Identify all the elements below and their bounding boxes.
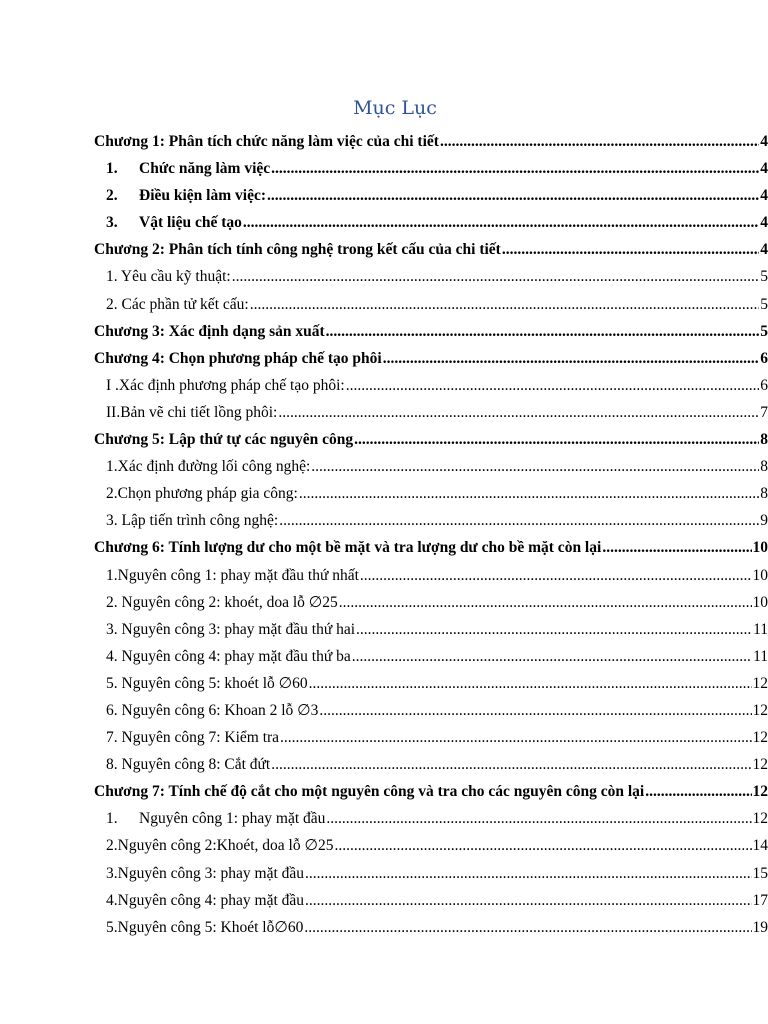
toc-entry-number: 3.	[106, 214, 118, 232]
toc-entry-label: 2.Chọn phương pháp gia công:	[106, 485, 298, 503]
toc-entry-page: 6	[760, 349, 768, 367]
toc-entry-label: Chương 3: Xác định dạng sản xuất	[94, 322, 325, 340]
toc-entry-page: 19	[752, 918, 768, 936]
toc-entry-label: II.Bản vẽ chi tiết lồng phôi:	[106, 403, 278, 421]
dot-leader	[326, 805, 751, 832]
toc-entry-page: 5	[760, 268, 768, 286]
toc-entry-page: 5	[760, 295, 768, 313]
dot-leader	[299, 480, 759, 507]
toc-entry[interactable]	[94, 399, 768, 426]
toc-entry[interactable]	[94, 209, 768, 236]
toc-entry-label: 3.Nguyên công 3: phay mặt đầu	[106, 864, 305, 882]
dot-leader	[354, 426, 759, 453]
toc-entry-page: 9	[760, 512, 768, 530]
toc-entry-page: 6	[760, 376, 768, 394]
toc-entry-page: 10	[752, 593, 768, 611]
toc-entry[interactable]	[94, 453, 768, 480]
toc-entry-page: 4	[760, 187, 768, 205]
dot-leader	[271, 155, 759, 182]
toc-entry[interactable]	[94, 507, 768, 534]
toc-entry-page: 5	[760, 322, 768, 340]
dot-leader	[383, 345, 760, 372]
toc-entry-number: 2.	[106, 187, 118, 205]
toc-entry[interactable]	[94, 589, 768, 616]
toc-entry[interactable]	[94, 128, 768, 155]
dot-leader	[305, 860, 751, 887]
dot-leader	[334, 832, 751, 859]
toc-entry-label: 6. Nguyên công 6: Khoan 2 lỗ ∅3	[106, 701, 319, 719]
toc-entry[interactable]	[94, 263, 768, 290]
toc-entry[interactable]	[94, 832, 768, 859]
toc-entry[interactable]	[94, 155, 768, 182]
toc-entry-label: Chương 7: Tính chế độ cắt cho một nguyên công và tra cho các nguyên công còn lại	[94, 783, 645, 801]
dot-leader	[305, 887, 751, 914]
toc-entry-label: Chương 1: Phân tích chức năng làm việc của chi tiết	[94, 133, 439, 150]
toc-entry-label: 2.Nguyên công 2:Khoét, doa lỗ ∅25	[106, 837, 334, 855]
toc-entry[interactable]	[94, 914, 768, 941]
toc-entry-page: 11	[753, 620, 768, 638]
toc-entry-page: 11	[753, 647, 768, 665]
toc-entry-page: 8	[760, 485, 768, 503]
toc-entry[interactable]	[94, 887, 768, 914]
toc-entry-page: 8	[760, 458, 768, 476]
dot-leader	[602, 534, 751, 561]
toc-entry-label: Vật liệu chế tạo	[139, 214, 242, 232]
toc-entry[interactable]	[94, 318, 768, 345]
dot-leader	[360, 562, 752, 589]
toc-entry[interactable]	[94, 345, 768, 372]
toc-entry-label: 5. Nguyên công 5: khoét lỗ ∅60	[106, 674, 308, 692]
toc-entry[interactable]	[94, 426, 768, 453]
toc-entry-page: 12	[752, 674, 768, 692]
toc-entry-page: 12	[752, 701, 768, 719]
toc-entry-page: 4	[760, 133, 768, 150]
toc-entry[interactable]	[94, 860, 768, 887]
toc-entry[interactable]	[94, 182, 768, 209]
toc-entry[interactable]	[94, 562, 768, 589]
toc-entry-label: Chương 2: Phân tích tính công nghệ trong kết cấu của chi tiết	[94, 241, 501, 259]
toc-entry-label: 2. Nguyên công 2: khoét, doa lỗ ∅25	[106, 593, 338, 611]
toc-entry-page: 4	[760, 160, 768, 178]
toc-entry[interactable]	[94, 372, 768, 399]
toc-entry[interactable]	[94, 751, 768, 778]
toc-entry-label: 3. Lập tiến trình công nghệ:	[106, 512, 279, 530]
toc-list	[94, 128, 768, 941]
dot-leader	[304, 914, 751, 941]
dot-leader	[280, 724, 751, 751]
toc-entry-page: 12	[752, 783, 768, 801]
toc-entry[interactable]	[94, 697, 768, 724]
toc-entry[interactable]	[94, 670, 768, 697]
toc-entry-label: 5.Nguyên công 5: Khoét lỗ∅60	[106, 918, 304, 936]
toc-entry-number: 1.	[106, 810, 118, 828]
toc-entry[interactable]	[94, 534, 768, 561]
dot-leader	[356, 616, 752, 643]
toc-entry-page: 8	[760, 431, 768, 449]
toc-entry-label: I .Xác định phương pháp chế tạo phôi:	[106, 376, 345, 394]
toc-entry-label: 7. Nguyên công 7: Kiểm tra	[106, 729, 280, 747]
dot-leader	[502, 236, 759, 263]
toc-entry-label: 8. Nguyên công 8: Cắt đứt	[106, 756, 271, 774]
toc-entry-label: Chương 6: Tính lượng dư cho một bề mặt và tra lượng dư cho bề mặt còn lại	[94, 539, 602, 557]
toc-entry-label: Nguyên công 1: phay mặt đầu	[139, 810, 326, 828]
toc-entry-page: 10	[752, 566, 768, 584]
toc-entry-page: 17	[752, 891, 768, 909]
dot-leader	[346, 372, 760, 399]
toc-entry-page: 10	[752, 539, 768, 557]
dot-leader	[309, 670, 752, 697]
toc-entry-label: Chương 4: Chọn phương pháp chế tạo phôi	[94, 349, 382, 367]
toc-entry-page: 12	[752, 810, 768, 828]
toc-entry-label: 1.Xác định đường lối công nghệ:	[106, 458, 311, 476]
toc-entry-page: 15	[752, 864, 768, 882]
dot-leader	[319, 697, 751, 724]
toc-entry-label: 4. Nguyên công 4: phay mặt đầu thứ ba	[106, 647, 351, 665]
dot-leader	[352, 643, 752, 670]
toc-entry-page: 7	[760, 403, 768, 421]
toc-entry[interactable]	[94, 236, 768, 263]
toc-entry-label: 3. Nguyên công 3: phay mặt đầu thứ hai	[106, 620, 356, 638]
toc-entry-number: 1.	[106, 160, 118, 178]
dot-leader	[232, 263, 760, 290]
toc-entry-label: Chương 5: Lập thứ tự các nguyên công	[94, 431, 354, 449]
dot-leader	[311, 453, 759, 480]
toc-entry-page: 12	[752, 729, 768, 747]
toc-entry-label: 2. Các phần tử kết cấu:	[106, 295, 249, 313]
toc-entry[interactable]	[94, 778, 768, 805]
dot-leader	[645, 778, 751, 805]
toc-entry-label: 1.Nguyên công 1: phay mặt đầu thứ nhất	[106, 566, 359, 584]
toc-entry[interactable]	[94, 724, 768, 751]
dot-leader	[267, 182, 759, 209]
toc-entry[interactable]	[94, 805, 768, 832]
dot-leader	[250, 291, 760, 318]
toc-entry-page: 12	[752, 756, 768, 774]
toc-title: Mục Lục	[353, 97, 437, 119]
toc-entry-label: Điều kiện làm việc:	[139, 187, 266, 205]
dot-leader	[326, 318, 760, 345]
toc-entry-label: 4.Nguyên công 4: phay mặt đầu	[106, 891, 305, 909]
toc-entry[interactable]	[94, 480, 768, 507]
dot-leader	[440, 128, 759, 155]
toc-entry-page: 4	[760, 241, 768, 259]
dot-leader	[339, 589, 752, 616]
toc-entry-label: Chức năng làm việc	[139, 160, 271, 178]
toc-entry[interactable]	[94, 291, 768, 318]
toc-entry-label: 1. Yêu cầu kỹ thuật:	[106, 268, 231, 286]
dot-leader	[271, 751, 751, 778]
toc-entry[interactable]	[94, 643, 768, 670]
toc-entry-page: 14	[752, 837, 768, 855]
dot-leader	[243, 209, 759, 236]
toc-entry-page: 4	[760, 214, 768, 232]
dot-leader	[279, 507, 759, 534]
toc-entry[interactable]	[94, 616, 768, 643]
dot-leader	[278, 399, 759, 426]
